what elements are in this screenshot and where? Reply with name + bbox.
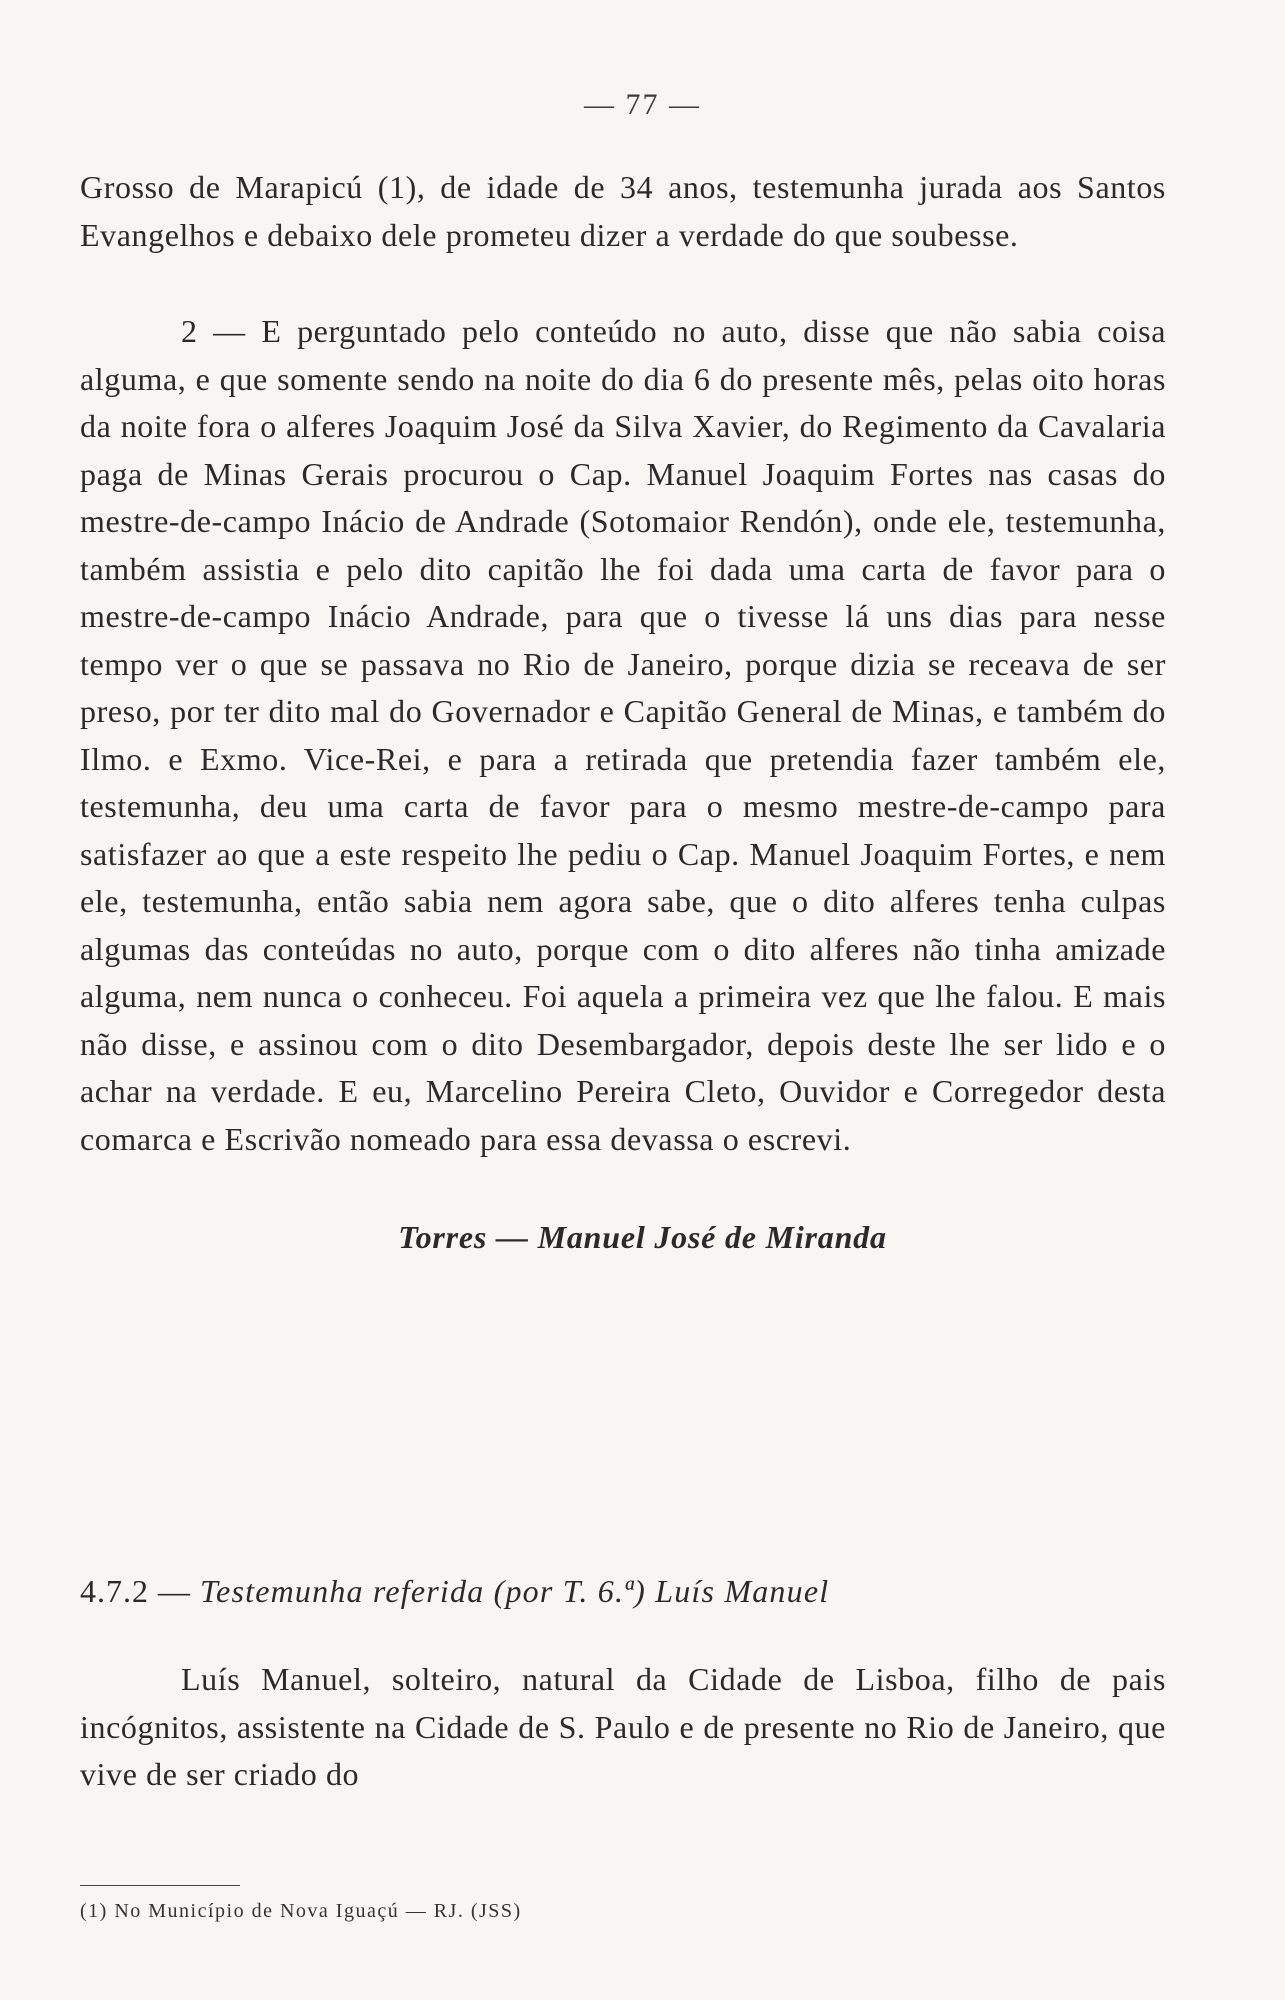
section-title: Testemunha referida (por T. 6.ª) Luís Manuel [200, 1573, 830, 1609]
footnote-divider [80, 1885, 240, 1886]
footnote: (1) No Município de Nova Iguaçú — RJ. (JSS) [80, 1900, 522, 1922]
paragraph-continuation [80, 164, 1166, 259]
section-number: 4.7.2 — [80, 1573, 191, 1609]
paragraph-text: 2 — E perguntado pelo conteúdo no auto, disse que não sabia coisa alguma, e que somente sendo na noite do dia 6 do presente mês, pelas oito horas da noite fora o alferes Joaquim José da Silva Xavier, do Regimento da Cavalaria paga de Minas Gerais procurou o Cap. Manuel Joaquim Fortes nas casas do mestre-de-campo Inácio de Andrade (Sotomaior Rendón), onde ele, testemunha, também assistia e pelo dito capitão lhe foi dada uma carta de favor para o mestre-de-campo Inácio Andrade, para que o tivesse lá uns dias para nesse tempo ver o que se passava no Rio de Janeiro, porque dizia se receava de ser preso, por ter dito mal do Governador e Capitão General de Minas, e também do Ilmo. e Exmo. Vice-Rei, e para a retirada que pretendia fazer também ele, testemunha, deu uma carta de favor para o mesmo mestre-de-campo para satisfazer ao que a este respeito lhe pediu o Cap. Manuel Joaquim Fortes, e nem ele, testemunha, então sabia nem agora sabe, que o dito alferes tenha culpas algumas das conteúdas no auto, porque com o dito alferes não tinha amizade alguma, nem nunca o conheceu. Foi aquela a primeira vez que lhe falou. E mais não disse, e assinou com o dito Desembargador, depois deste lhe ser lido e o achar na verdade. E eu, Marcelino Pereira Cleto, Ouvidor e Corregedor desta comarca e Escrivão nomeado para essa devassa o escrevi. [80, 313, 1166, 1157]
section-heading [80, 1573, 829, 1610]
paragraph-text: Grosso de Marapicú (1), de idade de 34 anos, testemunha jurada aos Santos Evangelhos e debaixo dele prometeu dizer a verdade do que soubesse. [80, 169, 1166, 253]
paragraph-testimony [80, 308, 1166, 1163]
paragraph-text: Luís Manuel, solteiro, natural da Cidade de Lisboa, filho de pais incógnitos, assistente na Cidade de S. Paulo e de presente no Rio de Janeiro, que vive de ser criado do [80, 1661, 1166, 1792]
paragraph-witness-intro [80, 1656, 1166, 1799]
signature-line: Torres — Manuel José de Miranda [398, 1219, 887, 1255]
page-number: — 77 — [584, 88, 701, 121]
